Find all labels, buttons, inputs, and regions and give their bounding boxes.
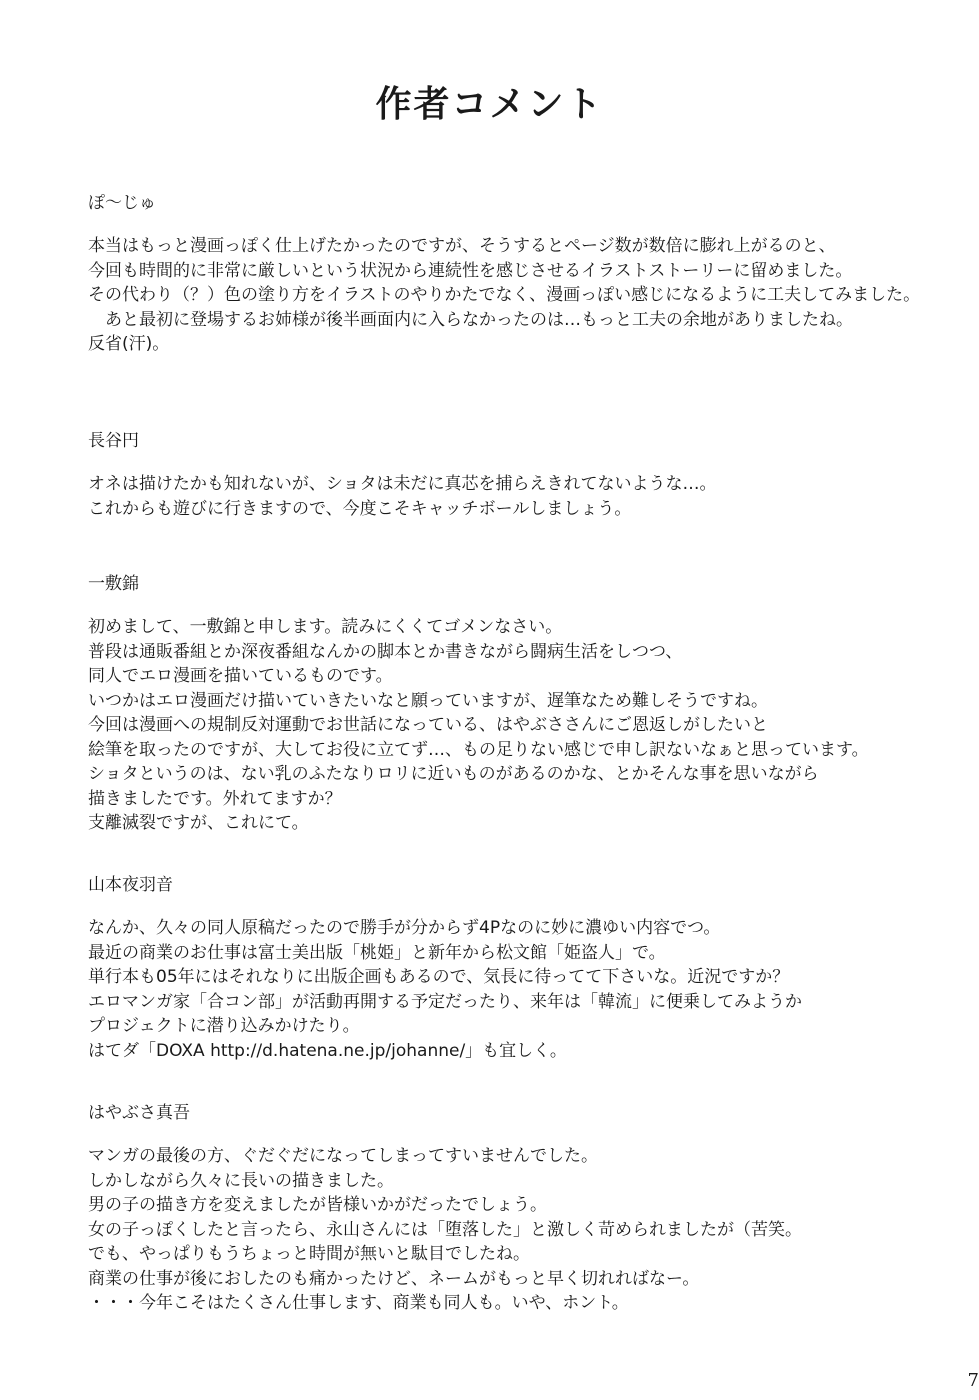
comment-section-3 xyxy=(88,573,958,836)
comment-line: 反省(汗)。 xyxy=(88,334,170,354)
author-name: 山本夜羽音 xyxy=(88,875,173,895)
comment-line: 今回は漫画への規制反対運動でお世話になっている、はやぶささんにご恩返しがしたいと xyxy=(88,715,768,735)
comment-line: 商業の仕事が後におしたのも痛かったけど、ネームがもっと早く切れればなー。 xyxy=(88,1268,700,1289)
comment-line: あと最初に登場するお姉様が後半画面内に入らなかったのは…もっと工夫の余地がありましたね。 xyxy=(88,309,853,330)
comment-line: 絵筆を取ったのですが、大してお役に立てず…、もの足りない感じで申し訳ないなぁと思っています。 xyxy=(88,739,869,760)
comment-line: 単行本も05年にはそれなりに出版企画もあるので、気長に待ってて下さいな。近況ですか？ xyxy=(88,967,790,987)
comment-line: 男の子の描き方を変えましたが皆様いかがだったでしょう。 xyxy=(88,1195,547,1215)
comment-line: 初めまして、一敷錦と申します。読みにくくてゴメンなさい。 xyxy=(88,617,563,637)
comment-section-4 xyxy=(88,874,958,1063)
comment-section-2 xyxy=(88,430,958,521)
comment-line: いつかはエロ漫画だけ描いていきたいなと願っていますが、遅筆なため難しそうですね。 xyxy=(88,690,768,711)
comment-line: ショタというのは、ない乳のふたなりロリに近いものがあるのかな、とかそんな事を思いながら xyxy=(88,764,819,784)
author-name: ぽ〜じゅ xyxy=(88,193,156,213)
comment-section-5 xyxy=(88,1102,958,1316)
comment-section-1 xyxy=(88,192,958,357)
page-number: 7 xyxy=(967,1370,979,1391)
comment-line: ・・・今年こそはたくさん仕事します、商業も同人も。いや、ホント。 xyxy=(88,1293,629,1313)
comment-line: プロジェクトに潜り込みかけたり。 xyxy=(88,1016,360,1036)
author-name: 一敷錦 xyxy=(88,574,139,594)
page-title: 作者コメント xyxy=(375,84,604,125)
comment-line: オネは描けたかも知れないが、ショタは未だに真芯を捕らえきれてないような…。 xyxy=(88,474,717,494)
comment-line: しかしながら久々に長いの描きました。 xyxy=(88,1170,394,1191)
comment-line: 同人でエロ漫画を描いているものです。 xyxy=(88,666,393,686)
comment-line: 支離滅裂ですが、これにて。 xyxy=(88,813,309,833)
comment-line: 本当はもっと漫画っぽく仕上げたかったのですが、そうするとページ数が数倍に膨れ上がるのと、 xyxy=(88,236,836,256)
comment-line: 女の子っぽくしたと言ったら、永山さんには「堕落した」と激しく苛められましたが（苦笑。 xyxy=(88,1219,802,1240)
author-name: 長谷円 xyxy=(88,431,139,451)
comment-line: なんか、久々の同人原稿だったので勝手が分からず4Pなのに妙に濃ゆい内容でつ。 xyxy=(88,918,721,938)
author-name: はやぶさ真吾 xyxy=(88,1103,190,1123)
comment-line: 描きましたです。外れてますか？ xyxy=(88,788,342,809)
comment-line: マンガの最後の方、ぐだぐだになってしまってすいませんでした。 xyxy=(88,1146,598,1166)
comment-line: でも、やっぱりもうちょっと時間が無いと駄目でしたね。 xyxy=(88,1244,530,1264)
comment-line: エロマンガ家「合コン部」が活動再開する予定だったり、来年は「韓流」に便乗してみようか xyxy=(88,991,802,1012)
comment-line: 普段は通販番組とか深夜番組なんかの脚本とか書きながら闘病生活をしつつ、 xyxy=(88,641,683,662)
comment-line: はてダ「DOXA http://d.hatena.ne.jp/johanne/」も宜しく。 xyxy=(88,1040,567,1061)
comment-line: その代わり（？）色の塗り方をイラストのやりかたでなく、漫画っぽい感じになるように工夫してみました。 xyxy=(88,285,921,305)
comment-line: これからも遊びに行きますので、今度こそキャッチボールしましょう。 xyxy=(88,498,632,519)
comment-line: 最近の商業のお仕事は富士美出版「桃姫」と新年から松文館「姫盗人」で。 xyxy=(88,942,666,963)
comment-line: 今回も時間的に非常に厳しいという状況から連続性を感じさせるイラストストーリーに留めました。 xyxy=(88,260,853,281)
